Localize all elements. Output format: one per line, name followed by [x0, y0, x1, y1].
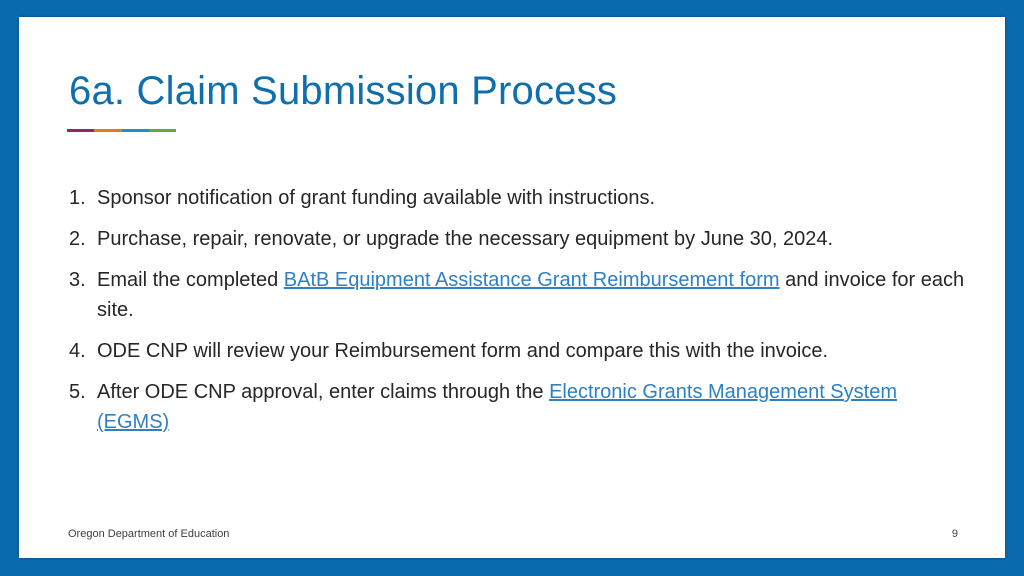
accent-segment-2 [94, 129, 121, 132]
step-number: 1. [69, 187, 86, 209]
step-text [97, 377, 969, 437]
step-text [97, 265, 969, 325]
egms-link[interactable]: Electronic Grants Management System (EGMS) [97, 381, 897, 433]
step-text-before: Email the completed [97, 269, 284, 291]
step-text: ODE CNP will review your Reimbursement form and compare this with the invoice. [97, 340, 829, 362]
step-item [69, 377, 969, 437]
accent-segment-1 [67, 129, 94, 132]
step-number: 2. [69, 228, 86, 250]
slide-title: 6a. Claim Submission Process [69, 69, 618, 113]
accent-segment-3 [122, 129, 149, 132]
step-item [69, 265, 969, 325]
step-text-after: and invoice for each site. [97, 269, 965, 321]
step-text-before: After ODE CNP approval, enter claims through the [97, 381, 550, 403]
title-accent-bar [67, 129, 176, 132]
footer-page-number: 9 [951, 528, 958, 540]
steps-list [69, 183, 969, 448]
step-text: Purchase, repair, renovate, or upgrade the necessary equipment by June 30, 2024. [97, 228, 834, 250]
step-item [69, 224, 969, 254]
reimbursement-form-link[interactable]: BAtB Equipment Assistance Grant Reimbursement form [283, 269, 780, 291]
step-number: 5. [69, 381, 86, 403]
step-number: 4. [69, 340, 86, 362]
step-number: 3. [69, 269, 86, 291]
slide [19, 17, 1005, 558]
step-item [69, 183, 969, 213]
step-item [69, 336, 969, 366]
accent-segment-4 [149, 129, 176, 132]
footer-organization: Oregon Department of Education [68, 528, 230, 540]
step-text: Sponsor notification of grant funding available with instructions. [97, 187, 656, 209]
